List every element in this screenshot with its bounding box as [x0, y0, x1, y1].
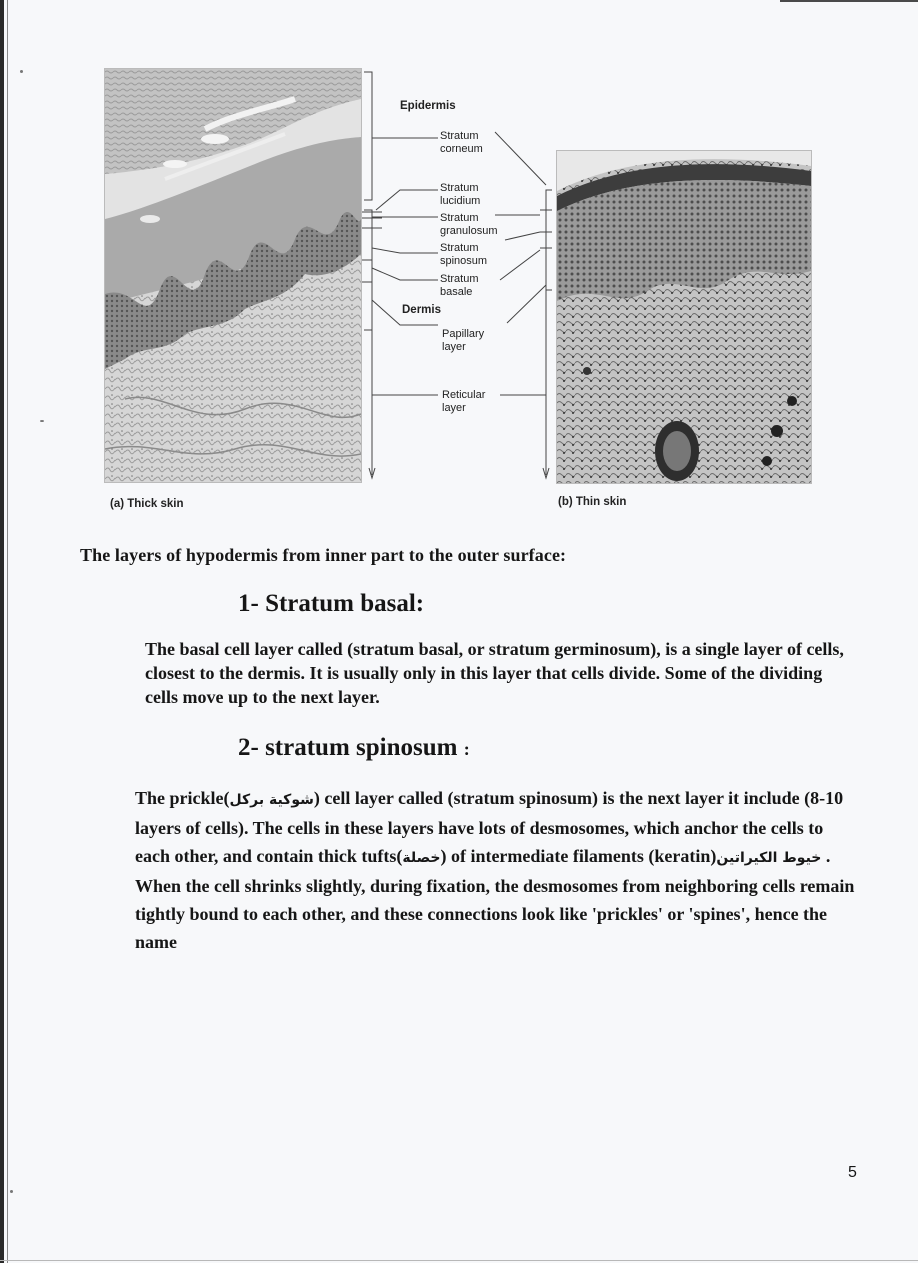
arabic-term-prickle: شوكية بركل	[229, 792, 314, 808]
label-stratum-corneum-2: corneum	[440, 143, 483, 155]
label-stratum-lucidium-1: Stratum	[440, 182, 479, 194]
arabic-term-tuft: خصلة	[402, 850, 441, 866]
spinosum-text-1: The prickle(	[135, 788, 230, 808]
arabic-term-keratin-filaments: خيوط الكيراتين	[716, 850, 822, 866]
label-epidermis: Epidermis	[400, 100, 456, 112]
caption-thick-skin: (a) Thick skin	[110, 498, 184, 510]
label-stratum-spinosum-1: Stratum	[440, 242, 479, 254]
label-reticular-layer-1: Reticular	[442, 389, 486, 401]
scan-speck	[40, 420, 44, 422]
label-dermis: Dermis	[402, 304, 441, 316]
page-binding-line	[7, 0, 8, 1263]
intro-sentence: The layers of hypodermis from inner part to the outer surface:	[80, 545, 567, 565]
scan-bottom-edge	[0, 1260, 918, 1261]
label-stratum-granulosum-2: granulosum	[440, 225, 498, 237]
label-stratum-lucidium-2: lucidium	[440, 195, 481, 207]
spinosum-text-2: ) cell layer called (stratum spinosum) is the next layer it include (8-10 layers of cells). The cells in these layers have lots of desmosomes, which anchor the cells to each other, and contain thick tufts(	[135, 788, 844, 866]
caption-thin-skin: (b) Thin skin	[558, 496, 627, 508]
scan-speck	[20, 70, 23, 73]
heading-stratum-spinosum-text: 2- stratum spinosum	[238, 734, 458, 761]
label-reticular-layer-2: layer	[442, 402, 466, 414]
label-stratum-basale-1: Stratum	[440, 273, 479, 285]
heading-stratum-spinosum	[238, 734, 470, 762]
label-stratum-granulosum-1: Stratum	[440, 212, 479, 224]
spinosum-text-3: ) of intermediate filaments (keratin)	[440, 846, 717, 866]
label-stratum-basale-2: basale	[440, 286, 473, 298]
label-papillary-layer-1: Papillary	[442, 328, 485, 340]
scan-top-edge	[780, 0, 918, 2]
paragraph-stratum-basal: The basal cell layer called (stratum basal, or stratum germinosum), is a single layer of cells, closest to the dermis. It is usually only in this layer that cells divide. Some of the dividing cells move up to the next layer.	[145, 639, 844, 707]
skin-layers-figure	[100, 60, 820, 520]
paragraph-stratum-spinosum	[135, 784, 855, 956]
label-stratum-spinosum-2: spinosum	[440, 255, 488, 267]
scan-speck	[10, 1190, 13, 1193]
label-papillary-layer-2: layer	[442, 341, 466, 353]
page-number: 5	[848, 1164, 857, 1181]
label-stratum-corneum-1: Stratum	[440, 130, 479, 142]
heading-colon: :	[463, 739, 470, 759]
spinosum-text-4: . When the cell shrinks slightly, during fixation, the desmosomes from neighboring cells remain tightly bound to each other, and these connections look like 'prickles' or 'spines', hence the name	[135, 846, 855, 952]
heading-stratum-basal: 1- Stratum basal:	[238, 590, 425, 617]
page-binding-edge	[0, 0, 4, 1263]
